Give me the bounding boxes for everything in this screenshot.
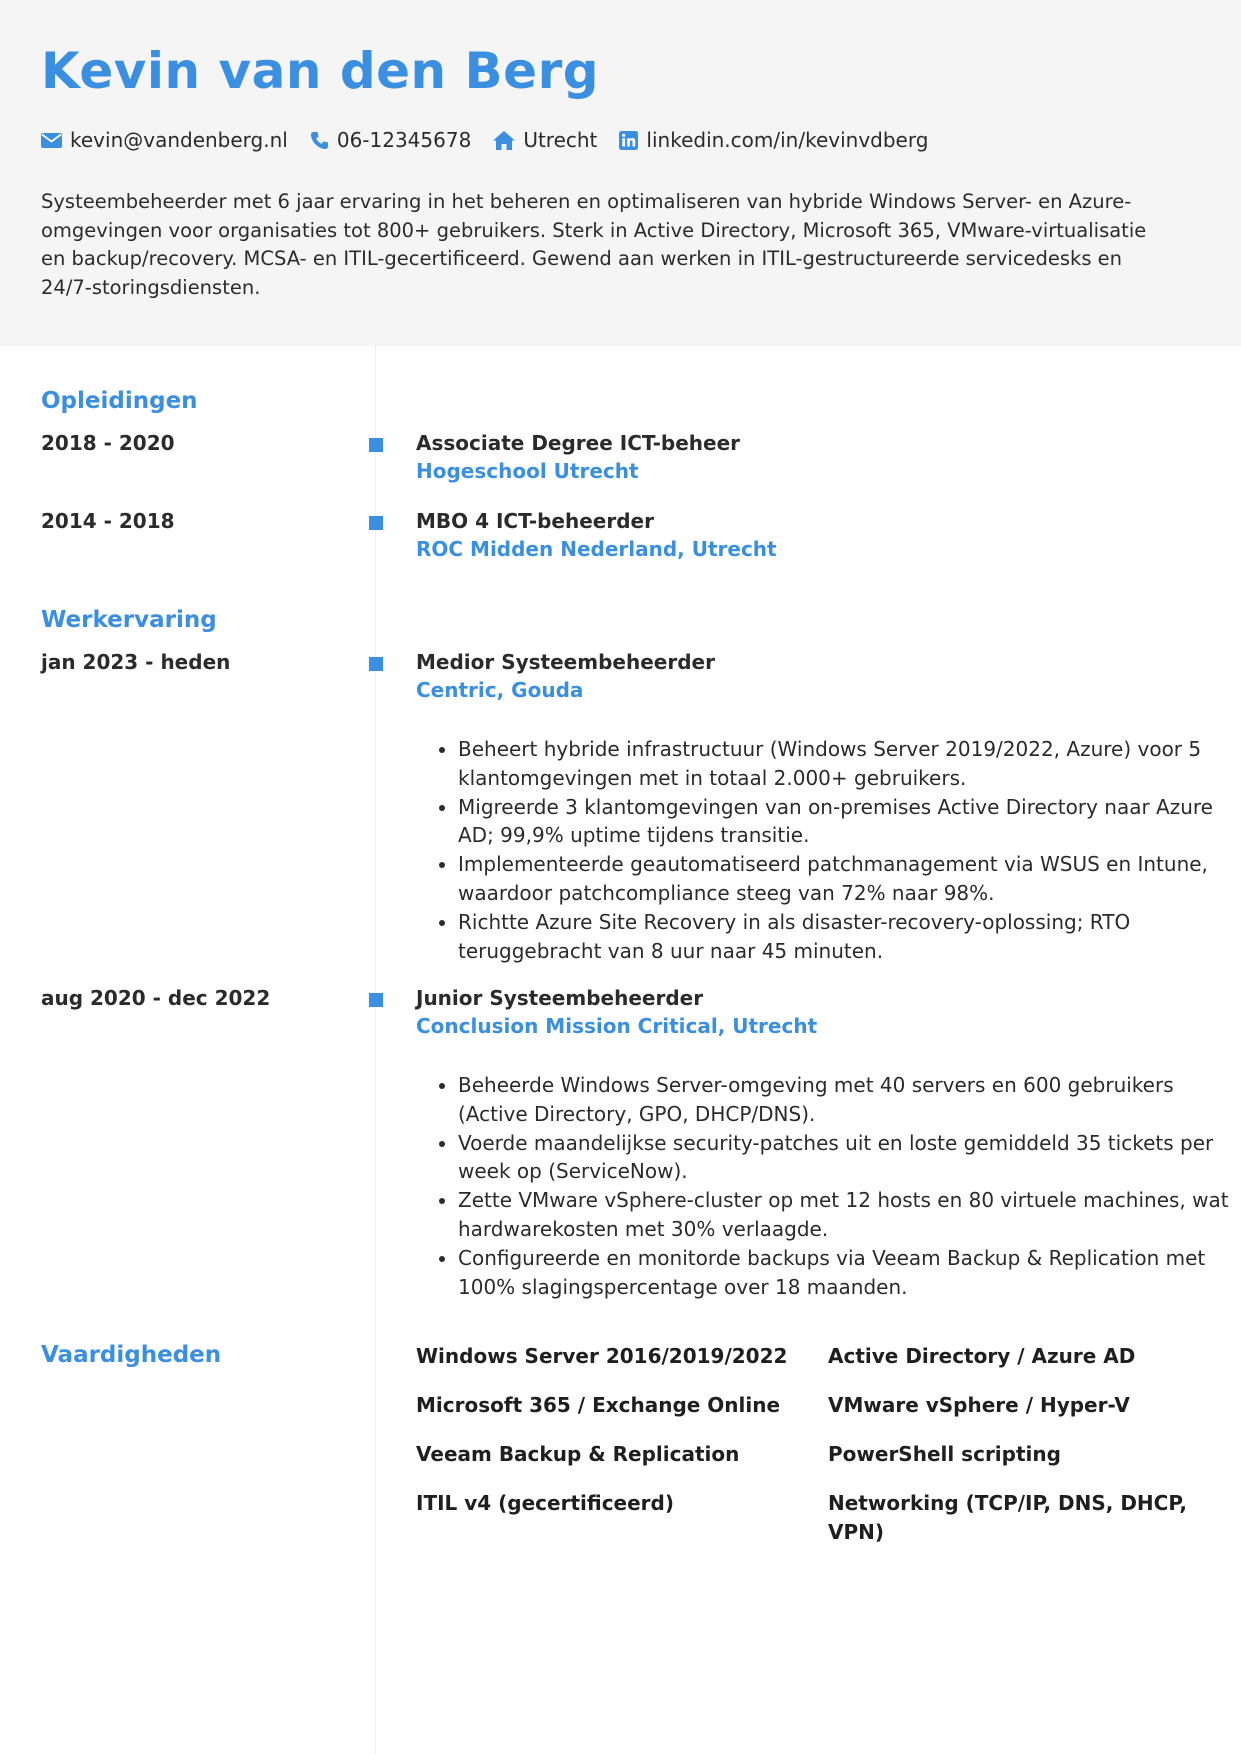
contact-bar [41,128,950,152]
timeline-marker [369,993,383,1007]
contact-phone[interactable] [310,128,471,152]
skill-item: Networking (TCP/IP, DNS, DHCP, VPN) [828,1491,1187,1544]
skill-item: Microsoft 365 / Exchange Online [416,1393,781,1417]
experience-bullets-1 [416,735,1241,965]
contact-linkedin-text: linkedin.com/in/kevinvdberg [646,128,929,152]
list-item: • Configureerde en monitorde backups via Veeam Backup & Replication met 100% slagingspercentage over 18 maanden. [458,1244,1241,1302]
contact-email-text: kevin@vandenberg.nl [70,128,288,152]
header [0,0,1241,346]
experience-dates-2: aug 2020 - dec 2022 [41,986,271,1010]
contact-city-text: Utrecht [523,128,598,152]
experience-bullets-2 [416,1071,1241,1301]
contact-linkedin[interactable] [619,128,928,152]
skill-item: Windows Server 2016/2019/2022 [416,1344,788,1368]
timeline-marker [369,516,383,530]
contact-email[interactable] [41,128,288,152]
education-degree-2: MBO 4 ICT-beheerder [416,509,654,533]
skill-item: Active Directory / Azure AD [828,1344,1136,1368]
experience-role-2: Junior Systeembeheerder [416,986,704,1010]
education-dates-1: 2018 - 2020 [41,431,175,455]
education-school-1: Hogeschool Utrecht [416,459,639,483]
contact-phone-text: 06-12345678 [336,128,472,152]
section-title-skills: Vaardigheden [41,1342,222,1368]
envelope-icon [41,133,62,148]
section-title-experience: Werkervaring [41,607,217,633]
experience-company-2: Conclusion Mission Critical, Utrecht [416,1014,818,1038]
linkedin-icon [619,131,638,150]
profile-summary: Systeembeheerder met 6 jaar ervaring in het beheren en optimaliseren van hybride Windows Server- en Azure-omgevingen voor organisaties tot 800+ gebruikers. Sterk in Active Directory, Microsoft 365, VMware-virtualisatie en backup/recovery. MCSA- en ITIL-gecertificeerd. Gewend aan werken in ITIL-gestructureerde servicedesks en 24/7-storingsdiensten. [41,190,1147,299]
education-degree-1: Associate Degree ICT-beheer [416,431,740,455]
list-item: • Migreerde 3 klantomgevingen van on-premises Active Directory naar Azure AD; 99,9% uptime tijdens transitie. [458,793,1241,851]
experience-company-1: Centric, Gouda [416,678,584,702]
home-icon [493,131,515,150]
skill-item: PowerShell scripting [828,1442,1061,1466]
experience-dates-1: jan 2023 - heden [41,650,231,674]
education-school-2: ROC Midden Nederland, Utrecht [416,537,777,561]
skill-item: ITIL v4 (gecertificeerd) [416,1491,674,1515]
timeline-divider [375,346,376,1754]
skill-item: VMware vSphere / Hyper-V [828,1393,1130,1417]
phone-icon [310,131,329,150]
list-item: • Richtte Azure Site Recovery in als disaster-recovery-oplossing; RTO teruggebracht van 8 uur naar 45 minuten. [458,908,1241,966]
list-item: • Zette VMware vSphere-cluster op met 12 hosts en 80 virtuele machines, wat hardwarekosten met 30% verlaagde. [458,1186,1241,1244]
list-item: • Beheert hybride infrastructuur (Windows Server 2019/2022, Azure) voor 5 klantomgevingen met in totaal 2.000+ gebruikers. [458,735,1241,793]
contact-city [493,128,597,152]
experience-role-1: Medior Systeembeheerder [416,650,715,674]
list-item: • Beheerde Windows Server-omgeving met 40 servers en 600 gebruikers (Active Directory, GPO, DHCP/DNS). [458,1071,1241,1129]
timeline-marker [369,438,383,452]
skill-item: Veeam Backup & Replication [416,1442,740,1466]
section-title-education: Opleidingen [41,388,198,414]
timeline-marker [369,657,383,671]
list-item: • Voerde maandelijkse security-patches uit en loste gemiddeld 35 tickets per week op (ServiceNow). [458,1129,1241,1187]
candidate-name: Kevin van den Berg [41,42,600,100]
education-dates-2: 2014 - 2018 [41,509,175,533]
list-item: • Implementeerde geautomatiseerd patchmanagement via WSUS en Intune, waardoor patchcompliance steeg van 72% naar 98%. [458,850,1241,908]
